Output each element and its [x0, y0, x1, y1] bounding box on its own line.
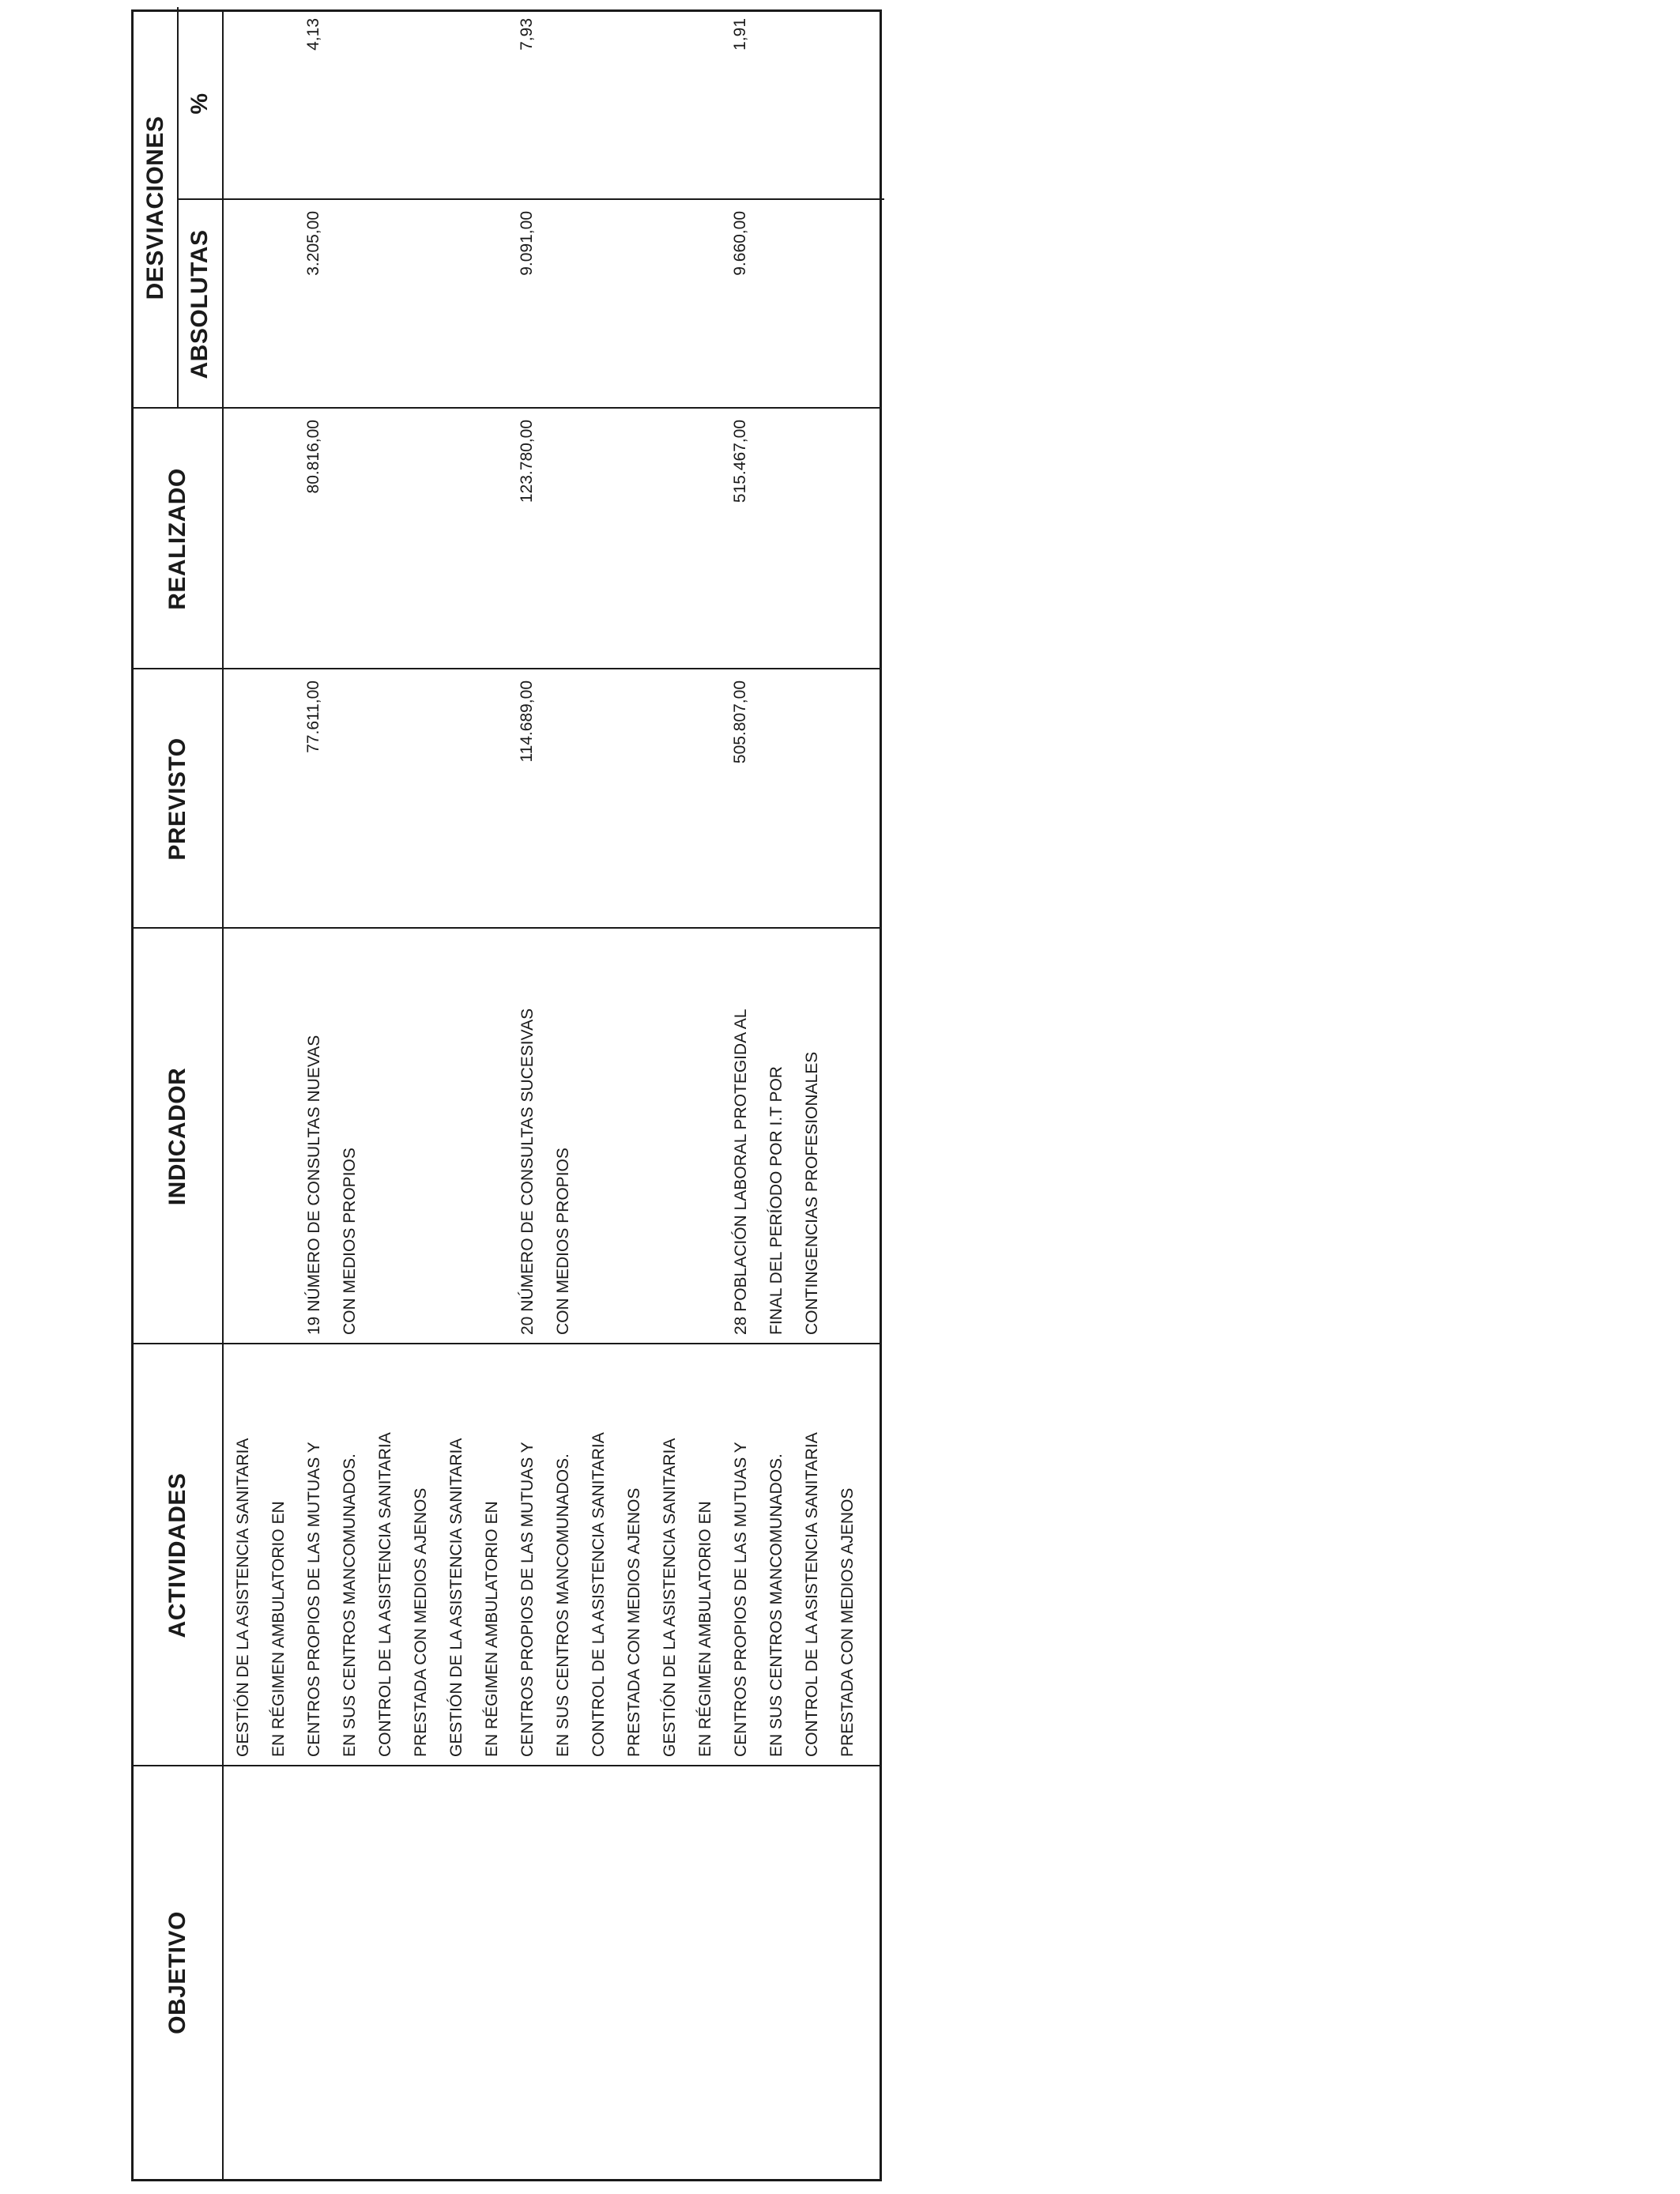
previsto-cell: 114.689,00: [518, 680, 536, 763]
header-porcentaje: %: [186, 92, 213, 115]
porcentaje-cell: 1,91: [731, 18, 749, 51]
absolutas-cell: 9.660,00: [731, 211, 749, 276]
previsto-cell: 77.611,00: [304, 680, 322, 753]
indicador-cell: 19 NÚMERO DE CONSULTAS NUEVAS CON MEDIOS PROPIOS: [305, 1035, 359, 1335]
col-divider: [134, 1765, 880, 1766]
realizado-cell: 80.816,00: [304, 420, 322, 494]
col-divider: [134, 927, 880, 929]
header-actividades: ACTIVIDADES: [164, 1472, 190, 1638]
absolutas-cell: 9.091,00: [518, 211, 536, 276]
porcentaje-cell: 4,13: [304, 18, 322, 51]
col-divider: [134, 407, 880, 409]
header-indicador: INDICADOR: [164, 1067, 190, 1206]
col-divider: [134, 1343, 880, 1344]
realizado-cell: 123.780,00: [518, 420, 536, 503]
header-objetivo: OBJETIVO: [164, 1911, 190, 2034]
indicators-table: [131, 9, 882, 2181]
previsto-cell: 505.807,00: [731, 680, 749, 764]
header-desviaciones: DESVIACIONES: [141, 115, 168, 300]
porcentaje-cell: 7,93: [518, 18, 536, 51]
header-divider: [222, 12, 224, 2179]
header-previsto: PREVISTO: [164, 737, 190, 861]
realizado-cell: 515.467,00: [731, 420, 749, 503]
indicador-cell: 20 NÚMERO DE CONSULTAS SUCESIVAS CON MEDIOS PROPIOS: [518, 1008, 572, 1335]
rotated-page: [131, 9, 882, 2181]
header-absolutas: ABSOLUTAS: [186, 229, 213, 379]
indicador-cell: 28 POBLACIÓN LABORAL PROTEGIDA AL FINAL DEL PERÍODO POR I.T POR CONTINGENCIAS PROFESIONALES: [732, 1008, 821, 1335]
absolutas-cell: 3.205,00: [304, 211, 322, 276]
actividades-text: GESTIÓN DE LA ASISTENCIA SANITARIA EN RÉGIMEN AMBULATORIO EN CENTROS PROPIOS DE LAS MUTUAS Y EN SUS CENTROS MANCOMUNADOS. CONTROL DE LA ASISTENCIA SANITARIA PRESTADA CON MEDIOS AJENOS GESTIÓN DE LA ASISTENCIA SANITARIA EN RÉGIMEN AMBULATORIO EN CENTROS PROPIOS DE LAS MUTUAS Y EN SUS CENTROS MANCOMUNADOS. CONTROL DE LA ASISTENCIA SANITARIA PRESTADA CON MEDIOS AJENOS GESTIÓN DE LA ASISTENCIA SANITARIA EN RÉGIMEN AMBULATORIO EN CENTROS PROPIOS DE LAS MUTUAS Y EN SUS CENTROS MANCOMUNADOS. CONTROL DE LA ASISTENCIA SANITARIA PRESTADA CON MEDIOS AJENOS: [234, 1432, 857, 1757]
header-realizado: REALIZADO: [164, 468, 190, 610]
col-divider: [134, 668, 880, 669]
